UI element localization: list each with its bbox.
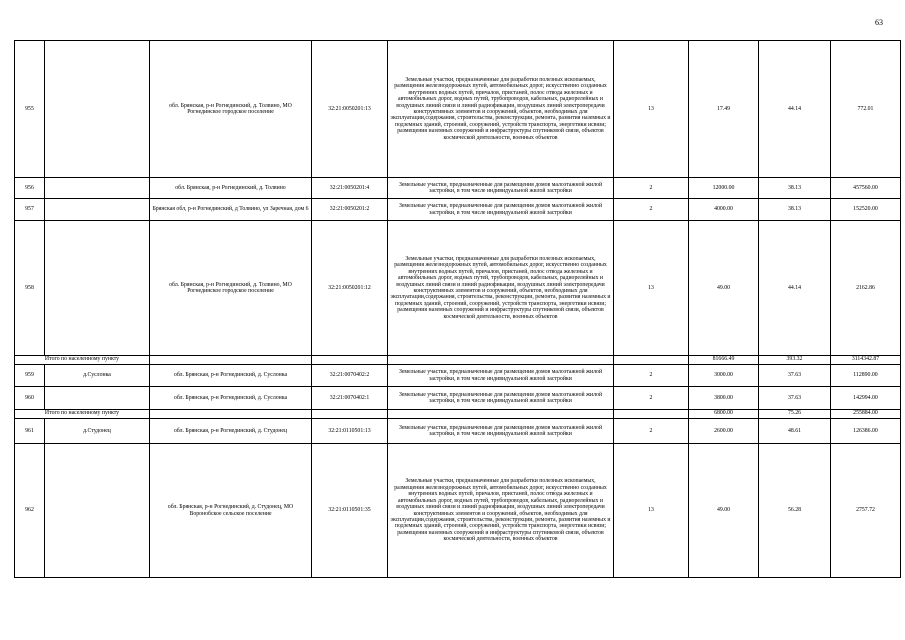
address-cell: обл. Брянская, р-н Рогнединский, д. Суслонка xyxy=(150,365,312,387)
settlement-cell xyxy=(45,178,150,199)
empty-cell xyxy=(312,356,388,365)
total-area-cell: 81666.49 xyxy=(689,356,759,365)
table-row xyxy=(15,419,901,444)
row-number-cell: 955 xyxy=(15,41,45,178)
cadastral-value-cell: 2162.86 xyxy=(831,221,901,356)
address-cell: обл. Брянская, р-н Рогнединский, д. Толвино, МО Рогнединское городское поселение xyxy=(150,221,312,356)
specific-value-cell: 56.28 xyxy=(759,444,831,578)
cadastral-number-cell: 32:21:0110501:35 xyxy=(312,444,388,578)
address-cell: обл. Брянская, р-н Рогнединский, д. Толвино xyxy=(150,178,312,199)
use-group-cell: 2 xyxy=(614,199,689,221)
settlement-cell: д.Студонец xyxy=(45,419,150,444)
cadastral-number-cell: 32:21:0050201:13 xyxy=(312,41,388,178)
land-use-purpose-cell: Земельные участки, предназначенные для размещения домов малоэтажной жилой застройки, в том числе индивидуальной жилой застройки xyxy=(388,365,614,387)
cadastral-value-cell: 112890.00 xyxy=(831,365,901,387)
cadastral-value-cell: 142994.00 xyxy=(831,387,901,410)
row-number-cell: 959 xyxy=(15,365,45,387)
cadastral-value-cell: 772.01 xyxy=(831,41,901,178)
area-cell: 17.49 xyxy=(689,41,759,178)
cadastral-value-cell: 126386.00 xyxy=(831,419,901,444)
address-cell: обл. Брянская, р-н Рогнединский, д. Студонец xyxy=(150,419,312,444)
page-number: 63 xyxy=(875,18,883,27)
row-number-cell: 957 xyxy=(15,199,45,221)
table-row xyxy=(15,221,901,356)
cadastral-value-cell: 457560.00 xyxy=(831,178,901,199)
use-group-cell: 13 xyxy=(614,41,689,178)
specific-value-cell: 37.63 xyxy=(759,365,831,387)
row-number-cell: 960 xyxy=(15,387,45,410)
row-number-cell: 962 xyxy=(15,444,45,578)
specific-value-cell: 38.13 xyxy=(759,199,831,221)
land-use-purpose-cell: Земельные участки, предназначенные для размещения домов малоэтажной жилой застройки, в том числе индивидуальной жилой застройки xyxy=(388,419,614,444)
total-label-cell: Итого по населенному пункту xyxy=(15,410,150,419)
empty-cell xyxy=(150,410,312,419)
cadastral-number-cell: 32:21:0070402:2 xyxy=(312,365,388,387)
area-cell: 4000.00 xyxy=(689,199,759,221)
total-rate-cell: 75.26 xyxy=(759,410,831,419)
empty-cell xyxy=(388,356,614,365)
empty-cell xyxy=(150,356,312,365)
cadastral-number-cell: 32:21:0070402:1 xyxy=(312,387,388,410)
use-group-cell: 13 xyxy=(614,444,689,578)
total-value-cell: 255884.00 xyxy=(831,410,901,419)
empty-cell xyxy=(614,356,689,365)
specific-value-cell: 44.14 xyxy=(759,41,831,178)
cadastral-number-cell: 32:21:0050201:4 xyxy=(312,178,388,199)
cadastral-value-cell: 152520.00 xyxy=(831,199,901,221)
table-row xyxy=(15,444,901,578)
table-row xyxy=(15,199,901,221)
empty-cell xyxy=(388,410,614,419)
settlement-cell xyxy=(45,221,150,356)
land-use-purpose-cell: Земельные участки, предназначенные для разработки полезных ископаемых, размещения железнодорожных путей, автомобильных дорог, искусственно созданных внутренних водных путей, причалов, пристаней, полос отвода железных и автомобильных дорог, водных путей, трубопроводов, кабельных, радиорелейных и воздушных линий связи и линий радиофикации, воздушных линий электропередачи конструктивных элементов и сооружений, объектов, необходимых для эксплуатации,содержания, строительства, реконструкции, ремонта, развития наземных и подземных зданий, строений, сооружений, устройств транспорта, энергетики исвязи; размещения наземных сооружений и инфраструктуры спутниковой связи, объектов космической деятельности, военных объектов xyxy=(388,41,614,178)
use-group-cell: 13 xyxy=(614,221,689,356)
cadastral-value-cell: 2757.72 xyxy=(831,444,901,578)
total-label-cell: Итого по населенному пункту xyxy=(15,356,150,365)
empty-cell xyxy=(312,410,388,419)
settlement-cell xyxy=(45,444,150,578)
address-cell: обл. Брянская, р-н Рогнединский, д. Толвино, МО Рогнединское городское поселение xyxy=(150,41,312,178)
settlement-cell xyxy=(45,199,150,221)
area-cell: 3800.00 xyxy=(689,387,759,410)
empty-cell xyxy=(614,410,689,419)
total-value-cell: 3114342.87 xyxy=(831,356,901,365)
cadastral-number-cell: 32:21:0110501:13 xyxy=(312,419,388,444)
land-use-purpose-cell: Земельные участки, предназначенные для разработки полезных ископаемых, размещения железнодорожных путей, автомобильных дорог, искусственно созданных внутренних водных путей, причалов, пристаней, полос отвода железных и автомобильных дорог, водных путей, трубопроводов, кабельных, радиорелейных и воздушных линий связи и линий радиофикации, воздушных линий электропередачи конструктивных элементов и сооружений, объектов, необходимых для эксплуатации,содержания, строительства, реконструкции, ремонта, развития наземных и подземных зданий, строений, сооружений, устройств транспорта, энергетики исвязи; размещения наземных сооружений и инфраструктуры спутниковой связи, объектов космической деятельности, военных объектов xyxy=(388,444,614,578)
total-row xyxy=(15,410,901,419)
area-cell: 2600.00 xyxy=(689,419,759,444)
table-body xyxy=(15,41,901,578)
area-cell: 3000.00 xyxy=(689,365,759,387)
use-group-cell: 2 xyxy=(614,387,689,410)
settlement-cell xyxy=(45,387,150,410)
total-row xyxy=(15,356,901,365)
table-row xyxy=(15,387,901,410)
row-number-cell: 956 xyxy=(15,178,45,199)
area-cell: 49.00 xyxy=(689,221,759,356)
use-group-cell: 2 xyxy=(614,365,689,387)
table-row xyxy=(15,41,901,178)
land-use-purpose-cell: Земельные участки, предназначенные для размещения домов малоэтажной жилой застройки, в том числе индивидуальной жилой застройки xyxy=(388,199,614,221)
total-area-cell: 6800.00 xyxy=(689,410,759,419)
address-cell: обл. Брянская, р-н Рогнединский, д. Студонец, МО Воронобское сельское поселение xyxy=(150,444,312,578)
cadastral-number-cell: 32:21:0050201:2 xyxy=(312,199,388,221)
specific-value-cell: 44.14 xyxy=(759,221,831,356)
specific-value-cell: 38.13 xyxy=(759,178,831,199)
area-cell: 12000.00 xyxy=(689,178,759,199)
table-row xyxy=(15,365,901,387)
use-group-cell: 2 xyxy=(614,419,689,444)
cadastral-number-cell: 32:21:0050201:12 xyxy=(312,221,388,356)
specific-value-cell: 37.63 xyxy=(759,387,831,410)
address-cell: обл. Брянская, р-н Рогнединский, д. Суслонка xyxy=(150,387,312,410)
use-group-cell: 2 xyxy=(614,178,689,199)
land-use-purpose-cell: Земельные участки, предназначенные для разработки полезных ископаемых, размещения железнодорожных путей, автомобильных дорог, искусственно созданных внутренних водных путей, причалов, пристаней, полос отвода железных и автомобильных дорог, водных путей, трубопроводов, кабельных, радиорелейных и воздушных линий связи и линий радиофикации, воздушных линий электропередачи конструктивных элементов и сооружений, объектов, необходимых для эксплуатации,содержания, строительства, реконструкции, ремонта, развития наземных и подземных зданий, строений, сооружений, устройств транспорта, энергетики исвязи; размещения наземных сооружений и инфраструктуры спутниковой связи, объектов космической деятельности, военных объектов xyxy=(388,221,614,356)
settlement-cell xyxy=(45,41,150,178)
row-number-cell: 958 xyxy=(15,221,45,356)
area-cell: 49.00 xyxy=(689,444,759,578)
land-use-purpose-cell: Земельные участки, предназначенные для размещения домов малоэтажной жилой застройки, в том числе индивидуальной жилой застройки xyxy=(388,178,614,199)
total-rate-cell: 393.32 xyxy=(759,356,831,365)
table-row xyxy=(15,178,901,199)
address-cell: Брянская обл, р-н Рогнединский, д Толвино, ул Заречная, дом 6 xyxy=(150,199,312,221)
settlement-cell: д.Суслонка xyxy=(45,365,150,387)
cadastral-value-table xyxy=(14,40,901,578)
row-number-cell: 961 xyxy=(15,419,45,444)
specific-value-cell: 48.61 xyxy=(759,419,831,444)
land-use-purpose-cell: Земельные участки, предназначенные для размещения домов малоэтажной жилой застройки, в том числе индивидуальной жилой застройки xyxy=(388,387,614,410)
